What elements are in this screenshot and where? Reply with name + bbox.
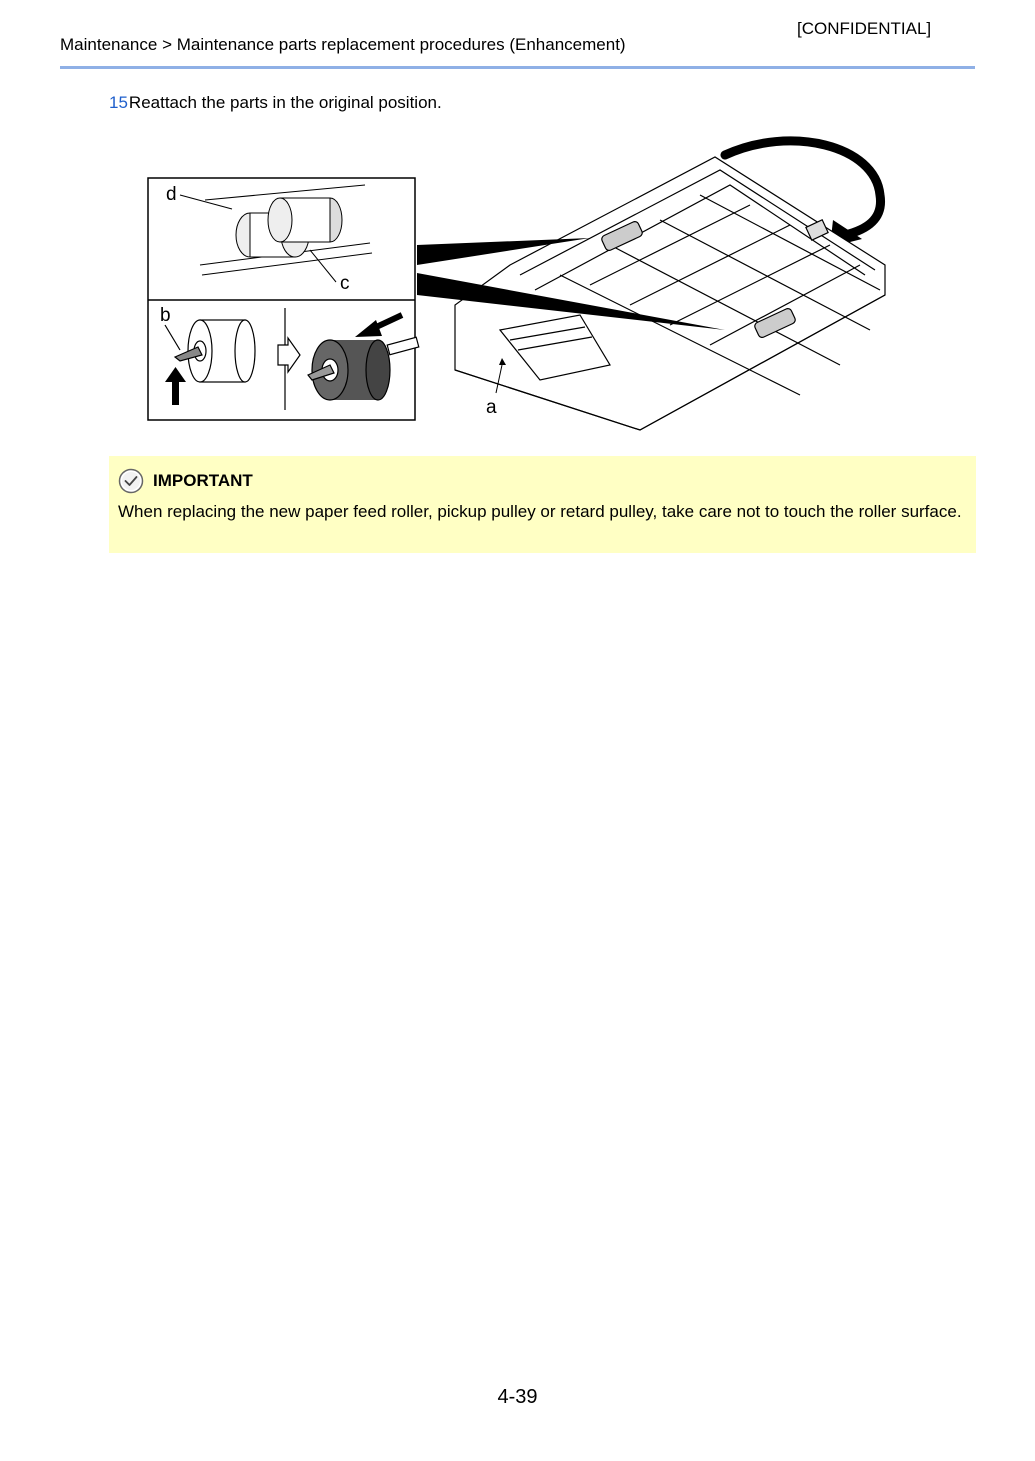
step-number: 15 <box>109 93 128 112</box>
label-c: c <box>340 273 350 294</box>
confidential-label: [CONFIDENTIAL] <box>797 19 932 38</box>
note-title: IMPORTANT <box>153 471 253 490</box>
breadcrumb: Maintenance > Maintenance parts replacement procedures (Enhancement) <box>60 35 626 54</box>
note-text: When replacing the new paper feed roller, pickup pulley or retard pulley, take care not to touch the roller surface. <box>118 502 962 521</box>
label-b: b <box>160 305 171 326</box>
header-divider <box>60 66 975 69</box>
reattach-parts-illustration <box>140 125 900 435</box>
step-text: Reattach the parts in the original position. <box>128 93 442 112</box>
label-a: a <box>486 397 497 418</box>
page-number: 4-39 <box>497 1386 538 1408</box>
procedure-step <box>109 93 442 113</box>
important-note <box>109 456 976 553</box>
label-d: d <box>166 184 177 205</box>
check-circle-icon <box>118 468 144 494</box>
